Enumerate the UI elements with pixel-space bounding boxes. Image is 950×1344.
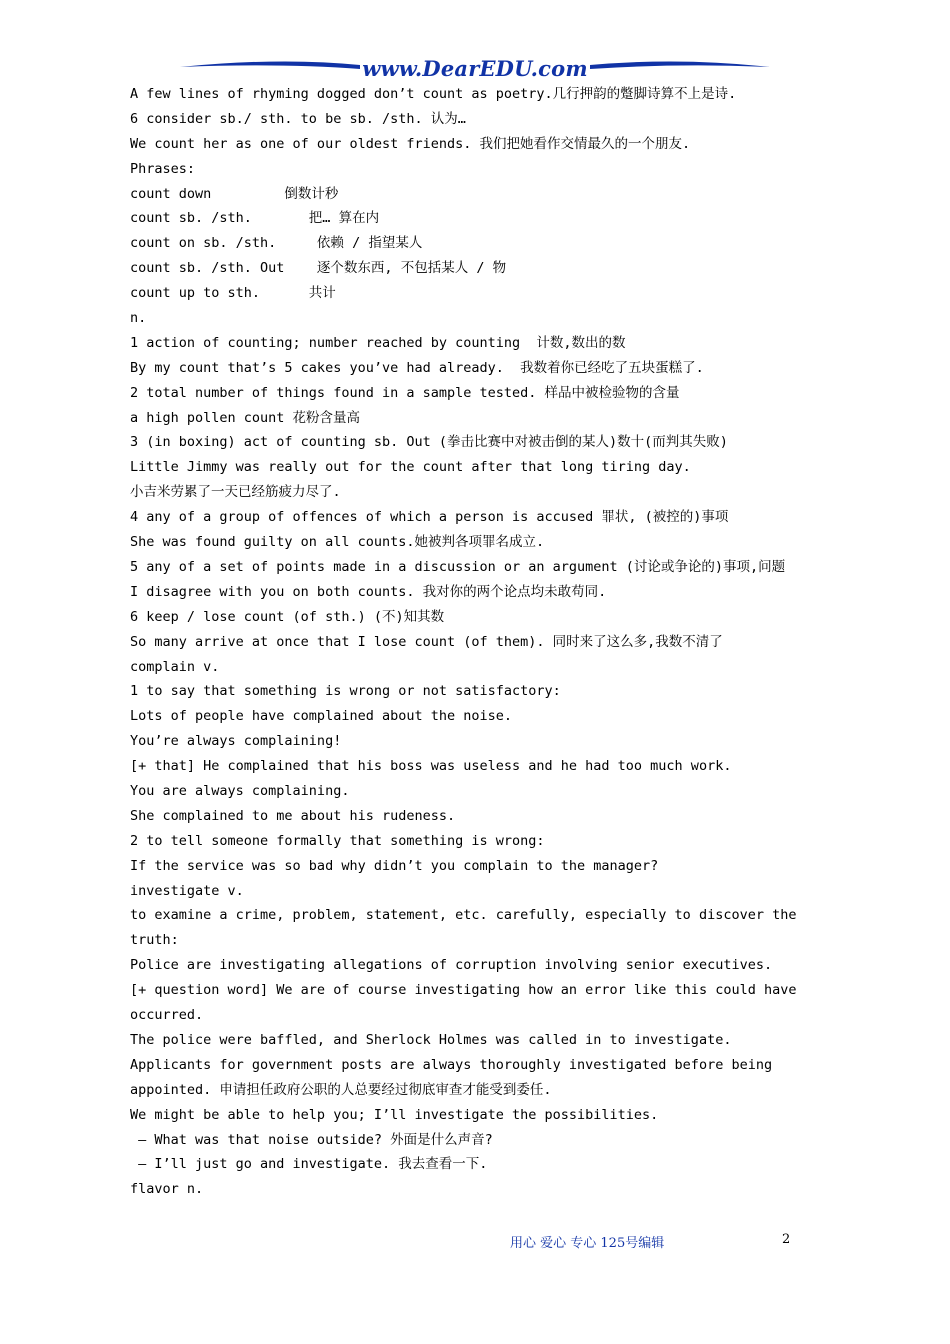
page-number: 2 — [782, 1232, 791, 1247]
text-line: a high pollen count 花粉含量高 — [130, 409, 361, 426]
text-line: complain v. — [130, 658, 220, 675]
text-line: We count her as one of our oldest friends. 我们把她看作交情最久的一个朋友. — [130, 135, 691, 152]
text-line: Phrases: — [130, 160, 196, 177]
document-body — [130, 82, 830, 1202]
text-line: If the service was so bad why didn’t you complain to the manager? — [130, 857, 659, 874]
text-line: investigate v. — [130, 882, 244, 899]
text-line: We might be able to help you; I’ll investigate the possibilities. — [130, 1106, 659, 1123]
text-line: [+ question word] We are of course investigating how an error like this could have occurred. — [130, 982, 805, 1024]
text-line: count sb. /sth. 把… 算在内 — [130, 210, 380, 227]
text-line: 6 consider sb./ sth. to be sb. /sth. 认为… — [130, 110, 466, 127]
footer-slogan: 用心 爱心 专心 125号编辑 — [510, 1236, 665, 1251]
text-line: By my count that’s 5 cakes you’ve had already. 我数着你已经吃了五块蛋糕了. — [130, 359, 704, 376]
text-line: A few lines of rhyming dogged don’t count as poetry.几行押韵的蹩脚诗算不上是诗. — [130, 86, 737, 102]
text-line: 3 (in boxing) act of counting sb. Out (拳击比赛中对被击倒的某人)数十(而判其失败) — [130, 434, 728, 451]
text-line: The police were baffled, and Sherlock Holmes was called in to investigate. — [130, 1031, 732, 1048]
text-line: count up to sth. 共计 — [130, 285, 336, 302]
text-line: You are always complaining. — [130, 782, 350, 799]
text-line: 2 to tell someone formally that something is wrong: — [130, 832, 545, 849]
text-line: You’re always complaining! — [130, 733, 342, 750]
text-line: 2 total number of things found in a sample tested. 样品中被检验物的含量 — [130, 384, 680, 401]
text-line: [+ that] He complained that his boss was useless and he had too much work. — [130, 758, 732, 775]
page-header — [0, 0, 950, 90]
text-line: count on sb. /sth. 依赖 / 指望某人 — [130, 235, 423, 252]
text-line: Applicants for government posts are always thoroughly investigated before being appointed. 申请担任政府公职的人总要经过彻底审查才能受到委任. — [130, 1056, 781, 1098]
text-line: Lots of people have complained about the noise. — [130, 708, 513, 725]
text-line: 6 keep / lose count (of sth.) (不)知其数 — [130, 608, 445, 625]
text-line: flavor n. — [130, 1181, 204, 1198]
text-line: So many arrive at once that I lose count (of them). 同时来了这么多,我数不清了 — [130, 633, 723, 650]
text-line: 小吉米劳累了一天已经筋疲力尽了. — [130, 484, 341, 501]
text-line: I disagree with you on both counts. 我对你的两个论点均未敢苟同. — [130, 583, 607, 600]
text-line: count sb. /sth. Out 逐个数东西, 不包括某人 / 物 — [130, 260, 507, 277]
text-line: Little Jimmy was really out for the count after that long tiring day. — [130, 459, 691, 476]
text-line: n. — [130, 310, 147, 327]
text-line: 1 action of counting; number reached by counting 计数,数出的数 — [130, 334, 626, 351]
text-line: 5 any of a set of points made in a discussion or an argument (讨论或争论的)事项,问题 — [130, 558, 786, 575]
text-line: 1 to say that something is wrong or not satisfactory: — [130, 683, 561, 700]
site-logo[interactable]: www.DearEDU.com — [362, 56, 588, 81]
text-line: – I’ll just go and investigate. 我去查看一下. — [130, 1156, 488, 1173]
text-line: 4 any of a group of offences of which a person is accused 罪状, (被控的)事项 — [130, 509, 729, 526]
text-line: She complained to me about his rudeness. — [130, 807, 456, 824]
text-line: – What was that noise outside? 外面是什么声音? — [130, 1131, 493, 1148]
text-line: to examine a crime, problem, statement, etc. carefully, especially to discover the truth: — [130, 907, 805, 949]
text-line: She was found guilty on all counts.她被判各项罪名成立. — [130, 534, 545, 551]
text-line: count down 倒数计秒 — [130, 185, 339, 202]
text-line: Police are investigating allegations of corruption involving senior executives. — [130, 957, 773, 974]
